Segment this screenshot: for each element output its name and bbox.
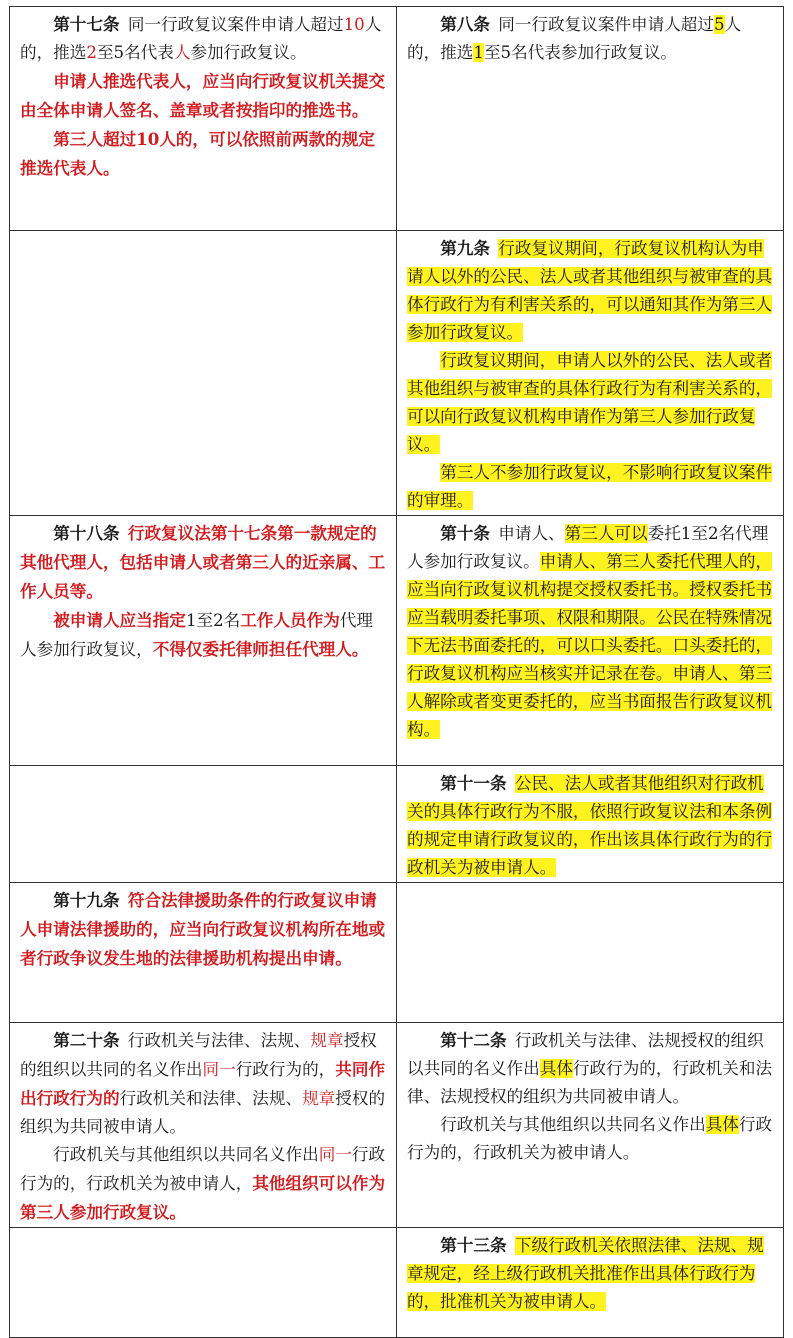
text-segment: 公民、法人或者其他组织对行政机关的具体行政行为不服，依照行政复议法和本条例的规定申请行政复议的，作出该具体行政行为的行政机关为被申请人。 <box>407 774 773 877</box>
text-segment: 行政机关和法律、法规、 <box>119 1089 303 1108</box>
new-regulation-cell <box>10 1228 397 1338</box>
old-regulation-cell <box>397 766 784 883</box>
text-segment: 其他组织可以作为第三人参加行政复议。 <box>20 1173 386 1222</box>
article-paragraph <box>407 1026 773 1111</box>
article-paragraph <box>20 10 386 67</box>
old-regulation-cell <box>397 7 784 231</box>
text-segment: 1 <box>473 43 484 62</box>
article-number: 第八条 <box>440 14 490 34</box>
article-paragraph <box>407 10 773 67</box>
text-segment: 同一 <box>318 1145 352 1164</box>
text-segment: 同一行政复议案件申请人超过 <box>498 15 714 34</box>
old-regulation-cell <box>397 231 784 516</box>
text-segment: 被申请人应当指定 <box>53 610 186 630</box>
article-paragraph <box>20 1026 386 1141</box>
text-segment: 工作人员作为 <box>240 610 340 630</box>
article-number: 第九条 <box>440 238 490 258</box>
new-regulation-cell <box>10 7 397 231</box>
text-segment: 至5名代表 <box>96 43 174 62</box>
text-segment: 下级行政机关依照法律、法规、规章规定，经上级行政机关批准作出具体行政行为的，批准机关为被申请人。 <box>407 1236 764 1311</box>
new-regulation-cell <box>10 883 397 1023</box>
article-number: 第十七条 <box>53 14 120 34</box>
table-row <box>10 231 784 516</box>
new-regulation-cell <box>10 516 397 766</box>
old-regulation-cell <box>397 1228 784 1338</box>
article-paragraph <box>20 606 386 664</box>
article-number: 第十一条 <box>440 773 507 793</box>
table-row <box>10 883 784 1023</box>
text-segment: 授权的组织以共同的名义作出 <box>20 1031 377 1079</box>
article-paragraph <box>407 347 773 459</box>
old-regulation-cell <box>397 516 784 766</box>
table-row <box>10 1023 784 1228</box>
text-segment: 申请人、 <box>498 524 565 543</box>
text-segment: 行政机关与其他组织以共同名义作出 <box>53 1145 319 1164</box>
table-row <box>10 516 784 766</box>
article-paragraph <box>407 769 773 882</box>
text-segment: 5 <box>713 15 725 34</box>
text-segment: 2 <box>86 43 97 62</box>
text-segment: 申请人推选代表人，应当向行政复议机关提交由全体申请人签名、盖章或者按指印的推选书。 <box>20 71 386 120</box>
text-segment: 申请人、第三人委托代理人的，应当向行政复议机构提交授权委托书。授权委托书应当载明委托事项、权限和期限。公民在特殊情况下无法书面委托的，可以口头委托。口头委托的，行政复议机构应当核实并记录在卷。申请人、第三人解除或者变更委托的，应当书面报告行政复议机构。 <box>407 552 773 739</box>
text-segment: 行政机关与法律、法规、 <box>127 1031 311 1050</box>
text-segment: 10 <box>343 15 365 34</box>
new-regulation-cell <box>10 1023 397 1228</box>
text-segment: 第三人不参加行政复议，不影响行政复议案件的审理。 <box>407 463 773 510</box>
article-number: 第十三条 <box>440 1235 507 1255</box>
regulation-comparison-table <box>9 6 784 1338</box>
article-paragraph <box>407 459 773 515</box>
text-segment: 不得仅委托律师担任代理人。 <box>152 639 369 659</box>
text-segment: 规章 <box>302 1089 336 1108</box>
article-number: 第二十条 <box>53 1030 120 1050</box>
article-paragraph <box>407 1231 773 1316</box>
text-segment: 至5名代表参加行政复议。 <box>483 43 678 62</box>
text-segment: 行政复议期间，行政复议机构认为申请人以外的公民、法人或者其他组织与被审查的具体行政行为有利害关系的，可以通知其作为第三人参加行政复议。 <box>407 239 773 342</box>
table-row <box>10 766 784 883</box>
text-segment: 人 <box>173 43 191 62</box>
article-paragraph <box>20 67 386 125</box>
article-number: 第十九条 <box>53 890 120 910</box>
text-segment: 行政行为的，行政机关为被申请人， <box>20 1145 386 1193</box>
article-paragraph <box>20 519 386 606</box>
text-segment: 1至2名 <box>185 611 241 630</box>
new-regulation-cell <box>10 766 397 883</box>
article-paragraph <box>20 125 386 183</box>
table-row <box>10 7 784 231</box>
text-segment: 同一 <box>202 1060 236 1079</box>
text-segment: 共同作出行政行为的 <box>20 1059 386 1108</box>
text-segment: 人的，推选 <box>20 15 382 62</box>
text-segment: 人的，推选 <box>407 15 742 62</box>
article-paragraph <box>20 886 386 973</box>
article-paragraph <box>407 519 773 744</box>
text-segment: 具体 <box>539 1059 573 1078</box>
text-segment: 行政复议期间，申请人以外的公民、法人或者其他组织与被审查的具体行政行为有利害关系的，可以向行政复议机构申请作为第三人参加行政复议。 <box>407 351 773 454</box>
article-paragraph <box>407 1111 773 1167</box>
text-segment: 规章 <box>310 1031 344 1050</box>
table-row <box>10 1228 784 1338</box>
article-number: 第十条 <box>440 523 490 543</box>
old-regulation-cell <box>397 1023 784 1228</box>
new-regulation-cell <box>10 231 397 516</box>
text-segment: 行政行为的， <box>235 1060 336 1079</box>
text-segment: 同一行政复议案件申请人超过 <box>127 15 344 34</box>
text-segment: 具体 <box>705 1115 739 1134</box>
article-number: 第十二条 <box>440 1030 507 1050</box>
article-paragraph <box>407 234 773 347</box>
text-segment: 参加行政复议。 <box>190 43 307 62</box>
text-segment: 行政行为的，行政机关和法律、法规授权的组织为共同被申请人。 <box>407 1059 773 1106</box>
comparison-table-body <box>10 7 784 1338</box>
text-segment: 行政行为的，行政机关为被申请人。 <box>407 1115 773 1162</box>
text-segment: 行政复议法第十七条第一款规定的其他代理人，包括申请人或者第三人的近亲属、工作人员等。 <box>20 523 386 601</box>
text-segment: 第三人超过10人的，可以依照前两款的规定推选代表人。 <box>20 129 375 178</box>
text-segment: 第三人可以 <box>564 524 648 543</box>
article-paragraph <box>20 1141 386 1227</box>
text-segment: 行政机关与法律、法规授权的组织以共同的名义作出 <box>407 1031 764 1078</box>
text-segment: 行政机关与其他组织以共同名义作出 <box>440 1115 706 1134</box>
text-segment: 代理人参加行政复议， <box>20 611 373 659</box>
text-segment: 委托1至2名代理人参加行政复议。 <box>407 524 769 571</box>
text-segment: 授权的组织为共同被申请人。 <box>20 1089 386 1136</box>
article-number: 第十八条 <box>53 523 120 543</box>
old-regulation-cell <box>397 883 784 1023</box>
text-segment: 符合法律援助条件的行政复议申请人申请法律援助的，应当向行政复议机构所在地或者行政争议发生地的法律援助机构提出申请。 <box>20 890 386 968</box>
